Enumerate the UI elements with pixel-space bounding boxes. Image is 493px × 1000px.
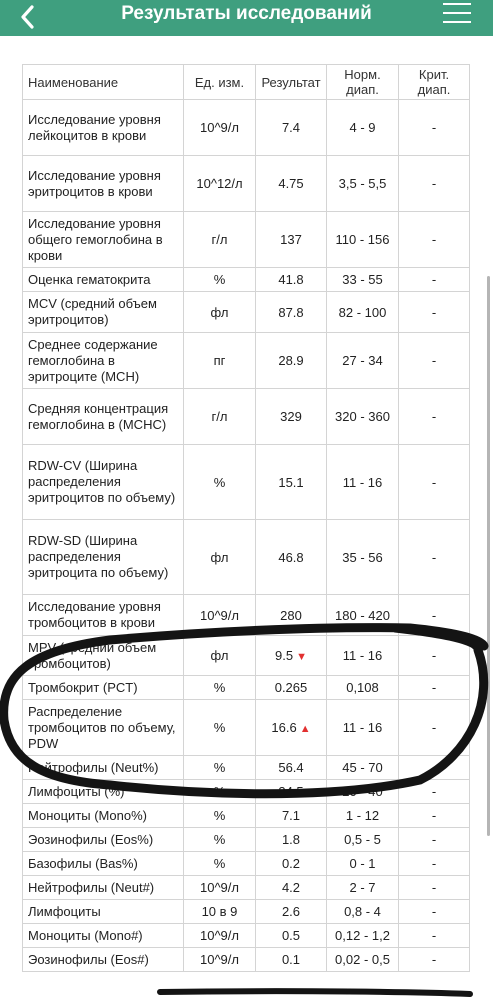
row-name-cell: Нейтрофилы (Neut#) <box>23 876 184 900</box>
row-unit-cell: фл <box>184 636 256 676</box>
arrow-down-icon: ▼ <box>296 651 307 663</box>
row-unit-cell: 10^12/л <box>184 156 256 212</box>
row-critical-cell: - <box>399 948 470 972</box>
row-result-cell <box>256 212 327 268</box>
row-reference-cell: 0,5 - 5 <box>327 828 399 852</box>
row-name-cell: Эозинофилы (Eos#) <box>23 948 184 972</box>
row-name-cell: Моноциты (Mono%) <box>23 804 184 828</box>
row-name-cell: Средняя концентрация гемоглобина в (MCHC) <box>23 389 184 445</box>
row-result-cell <box>256 676 327 700</box>
row-result-cell <box>256 924 327 948</box>
row-unit-cell: 10^9/л <box>184 876 256 900</box>
row-reference-cell: 2 - 7 <box>327 876 399 900</box>
column-header-critical: Крит. диап. <box>399 65 470 100</box>
row-result-cell <box>256 389 327 445</box>
row-name-cell: Моноциты (Mono#) <box>23 924 184 948</box>
table-row <box>23 804 470 828</box>
result-value: 15.1 <box>278 474 304 490</box>
column-header-unit: Ед. изм. <box>184 65 256 100</box>
row-reference-cell: 11 - 16 <box>327 700 399 756</box>
result-value: 2.6 <box>281 904 301 919</box>
result-value: 7.4 <box>281 120 301 135</box>
row-reference-cell: 110 - 156 <box>327 212 399 268</box>
row-unit-cell: 10^9/л <box>184 924 256 948</box>
row-unit-cell: 10^9/л <box>184 100 256 156</box>
result-value: 4.75 <box>278 176 304 191</box>
row-critical-cell: - <box>399 595 470 636</box>
table-row <box>23 852 470 876</box>
row-reference-cell: 0,8 - 4 <box>327 900 399 924</box>
column-header-name: Наименование <box>23 65 184 100</box>
row-unit-cell: % <box>184 268 256 292</box>
row-critical-cell: - <box>399 268 470 292</box>
row-name-cell: Тромбокрит (PCT) <box>23 676 184 700</box>
row-unit-cell: 10 в 9 <box>184 900 256 924</box>
result-value: 56.4 <box>278 760 304 775</box>
row-reference-cell: 0,12 - 1,2 <box>327 924 399 948</box>
row-result-cell <box>256 756 327 780</box>
row-reference-cell: 45 - 70 <box>327 756 399 780</box>
row-unit-cell: пг <box>184 333 256 389</box>
row-name-cell: Нейтрофилы (Neut%) <box>23 756 184 780</box>
row-critical-cell: - <box>399 700 470 756</box>
row-result-cell <box>256 900 327 924</box>
table-row <box>23 268 470 292</box>
result-value: 9.5 <box>275 648 294 663</box>
arrow-up-icon: ▲ <box>299 723 311 735</box>
result-value: 16.6 <box>271 720 297 735</box>
row-reference-cell: 27 - 34 <box>327 333 399 389</box>
result-value: 28.9 <box>278 353 304 368</box>
result-value: 0.1 <box>281 952 301 967</box>
row-unit-cell: 10^9/л <box>184 595 256 636</box>
row-name-cell: Исследование уровня тромбоцитов в крови <box>23 595 184 636</box>
row-reference-cell: 320 - 360 <box>327 389 399 445</box>
table-row <box>23 100 470 156</box>
row-reference-cell: 1 - 12 <box>327 804 399 828</box>
result-value: 0.2 <box>281 856 301 871</box>
table-row <box>23 520 470 595</box>
row-critical-cell: - <box>399 828 470 852</box>
row-unit-cell: % <box>184 676 256 700</box>
table-row <box>23 445 470 520</box>
column-header-result: Результат <box>256 65 327 100</box>
row-reference-cell: 82 - 100 <box>327 292 399 333</box>
table-row <box>23 924 470 948</box>
result-value: 329 <box>280 409 302 424</box>
column-header-reference: Норм. диап. <box>327 65 399 100</box>
row-critical-cell: - <box>399 804 470 828</box>
row-critical-cell: - <box>399 156 470 212</box>
row-name-cell: Лимфоциты (%) <box>23 780 184 804</box>
row-name-cell: Лимфоциты <box>23 900 184 924</box>
table-row <box>23 595 470 636</box>
table-row <box>23 876 470 900</box>
result-value: 34.5 <box>278 784 304 799</box>
row-result-cell <box>256 700 327 756</box>
row-unit-cell: г/л <box>184 389 256 445</box>
row-result-cell <box>256 156 327 212</box>
row-unit-cell: % <box>184 780 256 804</box>
result-value: 87.8 <box>278 304 304 320</box>
menu-button[interactable] <box>443 3 471 23</box>
row-result-cell <box>256 292 327 333</box>
row-result-cell <box>256 876 327 900</box>
row-unit-cell: % <box>184 700 256 756</box>
row-result-cell <box>256 948 327 972</box>
row-name-cell: Оценка гематокрита <box>23 268 184 292</box>
row-critical-cell: - <box>399 636 470 676</box>
row-reference-cell: 4 - 9 <box>327 100 399 156</box>
row-unit-cell: % <box>184 852 256 876</box>
table-row <box>23 292 470 333</box>
results-table <box>22 64 470 972</box>
row-critical-cell: - <box>399 520 470 595</box>
row-critical-cell: - <box>399 100 470 156</box>
row-name-cell: Исследование уровня лейкоцитов в крови <box>23 100 184 156</box>
row-critical-cell: - <box>399 780 470 804</box>
table-row <box>23 828 470 852</box>
row-name-cell: Эозинофилы (Eos%) <box>23 828 184 852</box>
row-critical-cell: - <box>399 212 470 268</box>
row-unit-cell: фл <box>184 292 256 333</box>
row-result-cell <box>256 333 327 389</box>
row-reference-cell: 3,5 - 5,5 <box>327 156 399 212</box>
result-value: 7.1 <box>281 808 301 823</box>
row-name-cell: Исследование уровня общего гемоглобина в крови <box>23 212 184 268</box>
row-critical-cell: - <box>399 676 470 700</box>
results-page[interactable] <box>0 36 493 1000</box>
row-result-cell <box>256 445 327 520</box>
row-critical-cell: - <box>399 292 470 333</box>
row-name-cell: Распределение тромбоцитов по объему, PDW <box>23 700 184 756</box>
result-value: 280 <box>280 607 302 623</box>
result-value: 0.5 <box>281 928 301 943</box>
result-value: 0.265 <box>274 680 308 695</box>
page-title: Результаты исследований <box>121 3 372 24</box>
table-row <box>23 389 470 445</box>
table-row <box>23 700 470 756</box>
row-unit-cell: % <box>184 828 256 852</box>
table-header-row <box>23 65 470 100</box>
result-value: 1.8 <box>281 832 301 847</box>
result-value: 41.8 <box>278 272 304 287</box>
row-critical-cell: - <box>399 852 470 876</box>
row-critical-cell: - <box>399 900 470 924</box>
row-unit-cell: 10^9/л <box>184 948 256 972</box>
row-name-cell: RDW-CV (Ширина распределения эритроцитов по объему) <box>23 445 184 520</box>
row-name-cell: MCV (средний объем эритроцитов) <box>23 292 184 333</box>
row-critical-cell: - <box>399 876 470 900</box>
row-name-cell: RDW-SD (Ширина распределения эритроцита по объему) <box>23 520 184 595</box>
row-result-cell <box>256 852 327 876</box>
table-row <box>23 948 470 972</box>
row-result-cell <box>256 100 327 156</box>
table-row <box>23 636 470 676</box>
row-unit-cell: % <box>184 756 256 780</box>
row-result-cell <box>256 520 327 595</box>
table-row <box>23 756 470 780</box>
row-critical-cell: - <box>399 333 470 389</box>
row-result-cell <box>256 780 327 804</box>
row-reference-cell: 180 - 420 <box>327 595 399 636</box>
row-name-cell: MPV (средний объем тромбоцитов) <box>23 636 184 676</box>
row-unit-cell: % <box>184 445 256 520</box>
table-row <box>23 212 470 268</box>
table-row <box>23 676 470 700</box>
row-critical-cell: - <box>399 389 470 445</box>
row-reference-cell: 11 - 16 <box>327 636 399 676</box>
row-reference-cell: 11 - 16 <box>327 445 399 520</box>
row-name-cell: Среднее содержание гемоглобина в эритроците (MCH) <box>23 333 184 389</box>
row-reference-cell: 33 - 55 <box>327 268 399 292</box>
table-row <box>23 156 470 212</box>
result-value: 4.2 <box>281 880 301 895</box>
row-reference-cell: 0,02 - 0,5 <box>327 948 399 972</box>
table-row <box>23 900 470 924</box>
row-unit-cell: г/л <box>184 212 256 268</box>
row-reference-cell: 20 - 40 <box>327 780 399 804</box>
row-critical-cell: - <box>399 924 470 948</box>
row-result-cell <box>256 828 327 852</box>
row-critical-cell: - <box>399 756 470 780</box>
top-bar <box>0 0 493 36</box>
table-row <box>23 333 470 389</box>
row-reference-cell: 0,108 <box>327 676 399 700</box>
row-critical-cell: - <box>399 445 470 520</box>
row-unit-cell: фл <box>184 520 256 595</box>
row-reference-cell: 0 - 1 <box>327 852 399 876</box>
row-result-cell <box>256 595 327 636</box>
row-result-cell <box>256 804 327 828</box>
table-row <box>23 780 470 804</box>
row-name-cell: Исследование уровня эритроцитов в крови <box>23 156 184 212</box>
scrollbar[interactable] <box>487 276 490 836</box>
row-name-cell: Базофилы (Bas%) <box>23 852 184 876</box>
row-unit-cell: % <box>184 804 256 828</box>
result-value: 46.8 <box>278 549 304 565</box>
row-reference-cell: 35 - 56 <box>327 520 399 595</box>
row-result-cell <box>256 268 327 292</box>
result-value: 137 <box>280 232 302 247</box>
row-result-cell <box>256 636 327 676</box>
